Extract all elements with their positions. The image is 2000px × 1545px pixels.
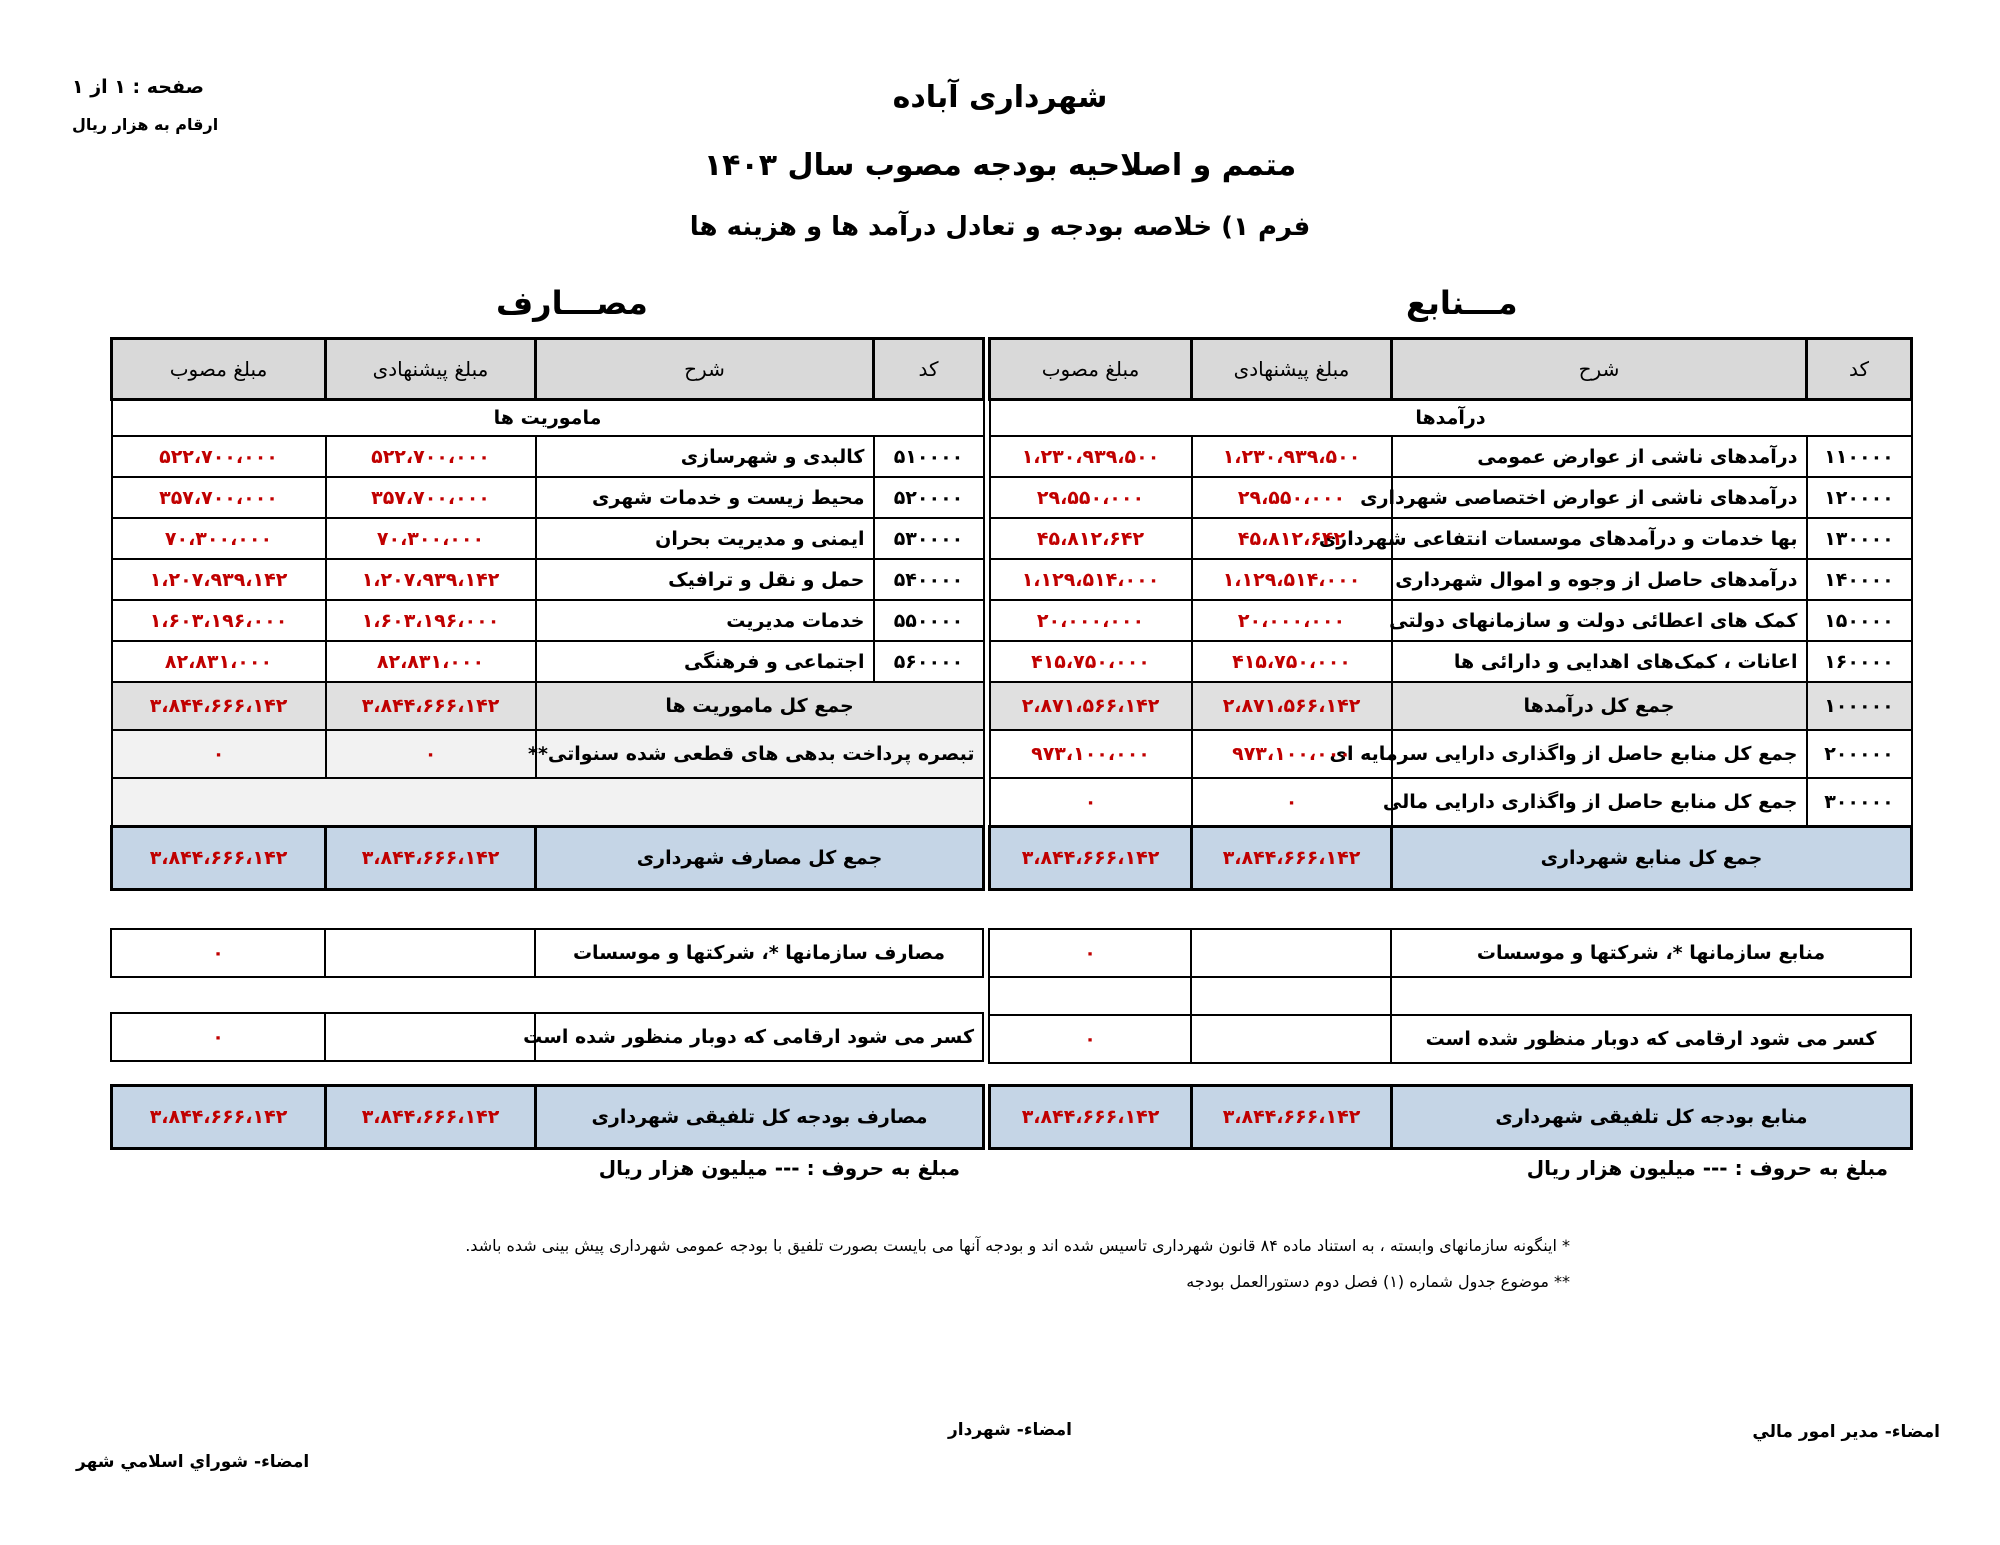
debt-desc: تبصره پرداخت بدهی های قطعی شده سنواتی** [536,730,984,778]
consolidated-approved: ۳،۸۴۴،۶۶۶،۱۴۲ [990,1086,1192,1149]
grand-proposed: ۳،۸۴۴،۶۶۶،۱۴۲ [326,827,536,890]
deduct-proposed [325,1013,535,1061]
financial-row [990,778,1912,827]
col-desc: شرح [536,339,874,400]
row-approved: ۳۵۷،۷۰۰،۰۰۰ [112,477,326,518]
debt-row [112,730,984,778]
capital-desc: جمع کل منابع حاصل از واگذاری دارایی سرمایه ای [1392,730,1807,778]
total-approved: ۲،۸۷۱،۵۶۶،۱۴۲ [990,682,1192,730]
form-title: فرم ۱) خلاصه بودجه و تعادل درآمد ها و هزینه ها [689,212,1311,242]
grand-total-row [112,827,984,890]
orgs-approved: ۰ [111,929,325,977]
row-approved: ۱،۱۲۹،۵۱۴،۰۰۰ [990,559,1192,600]
table-row [112,559,984,600]
orgs-proposed [1191,929,1391,977]
empty-cell [112,778,984,827]
row-desc: ایمنی و مدیریت بحران [536,518,874,559]
table-row [112,600,984,641]
row-desc: محیط زیست و خدمات شهری [536,477,874,518]
sources-consolidation-table [988,928,1912,1064]
uses-amount-in-words: مبلغ به حروف : --- میلیون هزار ریال [598,1156,960,1180]
consolidated-row [990,1086,1912,1149]
col-code: کد [1807,339,1912,400]
table-row [990,600,1912,641]
capital-code: ۲۰۰۰۰۰ [1807,730,1912,778]
row-desc: اجتماعی و فرهنگی [536,641,874,682]
deduct-approved: ۰ [989,1015,1191,1063]
row-desc: خدمات مدیریت [536,600,874,641]
row-proposed: ۱،۶۰۳،۱۹۶،۰۰۰ [326,600,536,641]
deduct-proposed [1191,1015,1391,1063]
row-approved: ۷۰،۳۰۰،۰۰۰ [112,518,326,559]
row-desc: حمل و نقل و ترافیک [536,559,874,600]
consolidated-desc: منابع بودجه کل تلفیقی شهرداری [1392,1086,1912,1149]
row-proposed: ۴۵،۸۱۲،۶۴۲ [1192,518,1392,559]
grand-proposed: ۳،۸۴۴،۶۶۶،۱۴۲ [1192,827,1392,890]
col-proposed: مبلغ پیشنهادی [326,339,536,400]
sources-final-table [988,1084,1913,1150]
row-proposed: ۴۱۵،۷۵۰،۰۰۰ [1192,641,1392,682]
row-code: ۱۶۰۰۰۰ [1807,641,1912,682]
row-approved: ۱،۲۳۰،۹۳۹،۵۰۰ [990,436,1192,477]
total-approved: ۳،۸۴۴،۶۶۶،۱۴۲ [112,682,326,730]
total-desc: جمع کل ماموریت ها [536,682,984,730]
row-code: ۵۴۰۰۰۰ [874,559,984,600]
total-desc: جمع کل درآمدها [1392,682,1807,730]
row-approved: ۱،۶۰۳،۱۹۶،۰۰۰ [112,600,326,641]
consolidated-approved: ۳،۸۴۴،۶۶۶،۱۴۲ [112,1086,326,1149]
grand-approved: ۳،۸۴۴،۶۶۶،۱۴۲ [990,827,1192,890]
row-approved: ۱،۲۰۷،۹۳۹،۱۴۲ [112,559,326,600]
row-desc: کالبدی و شهرسازی [536,436,874,477]
debt-approved: ۰ [112,730,326,778]
deduct-desc: کسر می شود ارقامی که دوبار منظور شده است [1391,1015,1911,1063]
financial-approved: ۰ [990,778,1192,827]
total-proposed: ۳،۸۴۴،۶۶۶،۱۴۲ [326,682,536,730]
total-code: ۱۰۰۰۰۰ [1807,682,1912,730]
row-code: ۱۱۰۰۰۰ [1807,436,1912,477]
row-desc: درآمدهای ناشی از عوارض اختصاصی شهرداری [1392,477,1807,518]
capital-proposed: ۹۷۳،۱۰۰،۰۰۰ [1192,730,1392,778]
table-row [990,518,1912,559]
consolidated-row [112,1086,984,1149]
sources-amount-in-words: مبلغ به حروف : --- میلیون هزار ریال [1526,1156,1888,1180]
consolidated-desc: مصارف بودجه کل تلفیقی شهرداری [536,1086,984,1149]
table-row [112,436,984,477]
table-row [990,559,1912,600]
table-row [990,641,1912,682]
unit-note: ارقام به هزار ریال [72,115,219,134]
row-approved: ۴۱۵،۷۵۰،۰۰۰ [990,641,1192,682]
row-approved: ۵۲۲،۷۰۰،۰۰۰ [112,436,326,477]
total-row [990,682,1912,730]
table-row [112,518,984,559]
row-proposed: ۱،۲۳۰،۹۳۹،۵۰۰ [1192,436,1392,477]
row-proposed: ۱،۱۲۹،۵۱۴،۰۰۰ [1192,559,1392,600]
table-row [990,436,1912,477]
row-approved: ۴۵،۸۱۲،۶۴۲ [990,518,1192,559]
row-proposed: ۲۹،۵۵۰،۰۰۰ [1192,477,1392,518]
col-desc: شرح [1392,339,1807,400]
sources-table [988,337,1913,891]
row-proposed: ۳۵۷،۷۰۰،۰۰۰ [326,477,536,518]
financial-proposed: ۰ [1192,778,1392,827]
debt-proposed: ۰ [326,730,536,778]
deduct-approved: ۰ [111,1013,325,1061]
row-desc: درآمدهای حاصل از وجوه و اموال شهرداری [1392,559,1807,600]
orgs-row [989,929,1911,977]
col-approved: مبلغ مصوب [112,339,326,400]
org-title: شهرداری آباده [892,80,1108,115]
grand-desc: جمع کل منابع شهرداری [1392,827,1912,890]
row-desc: بها خدمات و درآمدهای موسسات انتفاعی شهرداری [1392,518,1807,559]
empty-row [112,778,984,827]
orgs-proposed [325,929,535,977]
row-code: ۵۵۰۰۰۰ [874,600,984,641]
row-desc: کمک های اعطائی دولت و سازمانهای دولتی [1392,600,1807,641]
signature-council: امضاء- شوراي اسلامي شهر [76,1452,310,1472]
row-code: ۱۴۰۰۰۰ [1807,559,1912,600]
capital-approved: ۹۷۳،۱۰۰،۰۰۰ [990,730,1192,778]
financial-code: ۳۰۰۰۰۰ [1807,778,1912,827]
col-code: کد [874,339,984,400]
table-row [112,477,984,518]
orgs-approved: ۰ [989,929,1191,977]
col-approved: مبلغ مصوب [990,339,1192,400]
deduct-row [111,1013,983,1061]
uses-deduct-table [110,1012,984,1062]
uses-orgs-table [110,928,984,978]
grand-desc: جمع کل مصارف شهرداری [536,827,984,890]
financial-desc: جمع کل منابع حاصل از واگذاری دارایی مالی [1392,778,1807,827]
row-proposed: ۱،۲۰۷،۹۳۹،۱۴۲ [326,559,536,600]
signature-mayor: امضاء- شهردار [948,1420,1073,1440]
row-approved: ۲۰،۰۰۰،۰۰۰ [990,600,1192,641]
signature-finance: امضاء- مدیر امور مالي [1752,1422,1940,1442]
total-proposed: ۲،۸۷۱،۵۶۶،۱۴۲ [1192,682,1392,730]
page-number: صفحه : ۱ از ۱ [72,76,204,98]
row-proposed: ۵۲۲،۷۰۰،۰۰۰ [326,436,536,477]
capital-row [990,730,1912,778]
budget-subtitle: متمم و اصلاحیه بودجه مصوب سال ۱۴۰۳ [703,148,1297,183]
uses-final-table [110,1084,985,1150]
orgs-desc: مصارف سازمانها *، شرکتها و موسسات [535,929,983,977]
row-code: ۱۵۰۰۰۰ [1807,600,1912,641]
section-label: ماموریت ها [112,400,984,437]
row-code: ۵۲۰۰۰۰ [874,477,984,518]
footnote-1: * اینگونه سازمانهای وابسته ، به استناد ماده ۸۴ قانون شهرداری تاسیس شده اند و بودجه آنها می بایست بصورت تلفیق با بودجه عمومی شهرداری پیش بینی شده باشد. [465,1236,1570,1255]
row-code: ۵۳۰۰۰۰ [874,518,984,559]
row-code: ۵۶۰۰۰۰ [874,641,984,682]
sources-heading: مـــنابع [1406,284,1518,322]
uses-heading: مصـــارف [496,284,648,322]
row-code: ۵۱۰۰۰۰ [874,436,984,477]
row-desc: اعانات ، کمک‌های اهدایی و دارائی ها [1392,641,1807,682]
row-code: ۱۳۰۰۰۰ [1807,518,1912,559]
row-desc: درآمدهای ناشی از عوارض عمومی [1392,436,1807,477]
deduct-row [989,1015,1911,1063]
row-proposed: ۲۰،۰۰۰،۰۰۰ [1192,600,1392,641]
section-label: درآمدها [990,400,1912,437]
col-proposed: مبلغ پیشنهادی [1192,339,1392,400]
row-proposed: ۸۲،۸۳۱،۰۰۰ [326,641,536,682]
table-row [990,477,1912,518]
row-approved: ۸۲،۸۳۱،۰۰۰ [112,641,326,682]
uses-table [110,337,985,891]
orgs-row [111,929,983,977]
row-proposed: ۷۰،۳۰۰،۰۰۰ [326,518,536,559]
total-row [112,682,984,730]
grand-approved: ۳،۸۴۴،۶۶۶،۱۴۲ [112,827,326,890]
row-approved: ۲۹،۵۵۰،۰۰۰ [990,477,1192,518]
table-row [112,641,984,682]
consolidated-proposed: ۳،۸۴۴،۶۶۶،۱۴۲ [1192,1086,1392,1149]
footnote-2: ** موضوع جدول شماره (۱) فصل دوم دستورالعمل بودجه [1186,1272,1570,1291]
orgs-desc: منابع سازمانها *، شرکتها و موسسات [1391,929,1911,977]
grand-total-row [990,827,1912,890]
row-code: ۱۲۰۰۰۰ [1807,477,1912,518]
consolidated-proposed: ۳،۸۴۴،۶۶۶،۱۴۲ [326,1086,536,1149]
deduct-desc: کسر می شود ارقامی که دوبار منظور شده است [535,1013,983,1061]
